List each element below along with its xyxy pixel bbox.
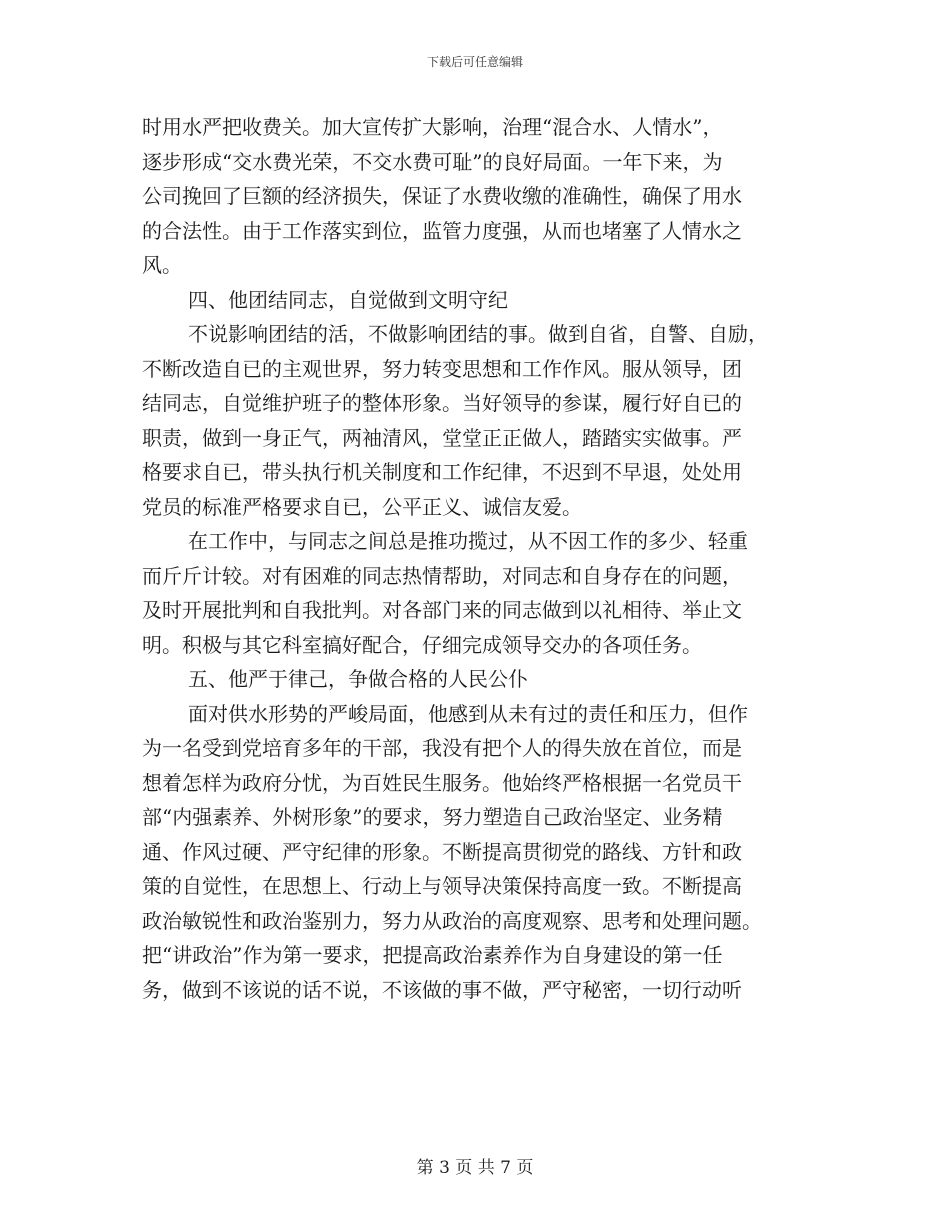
document-body xyxy=(142,110,810,1007)
section-heading: 四、他团结同志，自觉做到文明守纪 xyxy=(188,287,508,312)
text-line: 风。 xyxy=(142,253,182,277)
text-line: 党员的标准严格要求自已，公平正义、诚信友爱。 xyxy=(142,494,582,519)
text-line: 在工作中，与同志之间总是推功揽过，从不因工作的多少、轻重 xyxy=(188,529,748,553)
text-line: 部“内强素养、外树形象”的要求，努力塑造自己政治坚定、业务精 xyxy=(142,805,723,829)
text-line: 结同志，自觉维护班子的整体形象。当好领导的参谋，履行好自已的 xyxy=(142,391,742,415)
text-line: 的合法性。由于工作落实到位，监管力度强，从而也堵塞了人情水之 xyxy=(142,218,742,243)
page-footer: 第 3 页 共 7 页 xyxy=(416,1158,534,1178)
text-line: 策的自觉性，在思想上、行动上与领导决策保持高度一致。不断提高 xyxy=(142,874,742,898)
text-line: 面对供水形势的严峻局面，他感到从未有过的责任和压力，但作 xyxy=(188,701,748,726)
text-line: 通、作风过硬、严守纪律的形象。不断提高贯彻党的路线、方针和政 xyxy=(142,839,742,864)
text-line: 不断改造自已的主观世界，努力转变思想和工作作风。服从领导，团 xyxy=(142,356,742,381)
text-line: 务，做到不该说的话不说，不该做的事不做，严守秘密，一切行动听 xyxy=(142,977,742,1002)
text-line: 时用水严把收费关。加大宣传扩大影响，治理“混合水、人情水”， xyxy=(142,115,723,139)
text-line: 想着怎样为政府分忧，为百姓民生服务。他始终严格根据一名党员干 xyxy=(142,770,742,795)
section-heading: 五、他严于律己，争做合格的人民公仆 xyxy=(188,667,528,691)
text-line: 而斤斤计较。对有困难的同志热情帮助，对同志和自身存在的问题， xyxy=(142,563,742,588)
text-line: 格要求自已，带头执行机关制度和工作纪律，不迟到不早退，处处用 xyxy=(142,460,742,484)
text-line: 逐步形成“交水费光荣，不交水费可耻”的良好局面。一年下来，为 xyxy=(142,149,723,174)
text-line: 明。积极与其它科室搞好配合，仔细完成领导交办的各项任务。 xyxy=(142,632,702,657)
text-line: 为一名受到党培育多年的干部，我没有把个人的得失放在首位，而是 xyxy=(142,736,742,760)
text-line: 公司挽回了巨额的经济损失，保证了水费收缴的准确性，确保了用水 xyxy=(142,184,742,208)
text-line: 把“讲政治”作为第一要求，把提高政治素养作为自身建设的第一任 xyxy=(142,943,723,967)
text-line: 及时开展批判和自我批判。对各部门来的同志做到以礼相待、举止文 xyxy=(142,598,742,622)
text-line: 政治敏锐性和政治鉴别力，努力从政治的高度观察、思考和处理问题。 xyxy=(142,908,762,933)
text-line: 职责，做到一身正气，两袖清风，堂堂正正做人，踏踏实实做事。严 xyxy=(142,425,742,450)
page-header: 下载后可任意编辑 xyxy=(426,55,523,69)
text-line: 不说影响团结的活，不做影响团结的事。做到自省，自警、自励， xyxy=(188,322,768,346)
